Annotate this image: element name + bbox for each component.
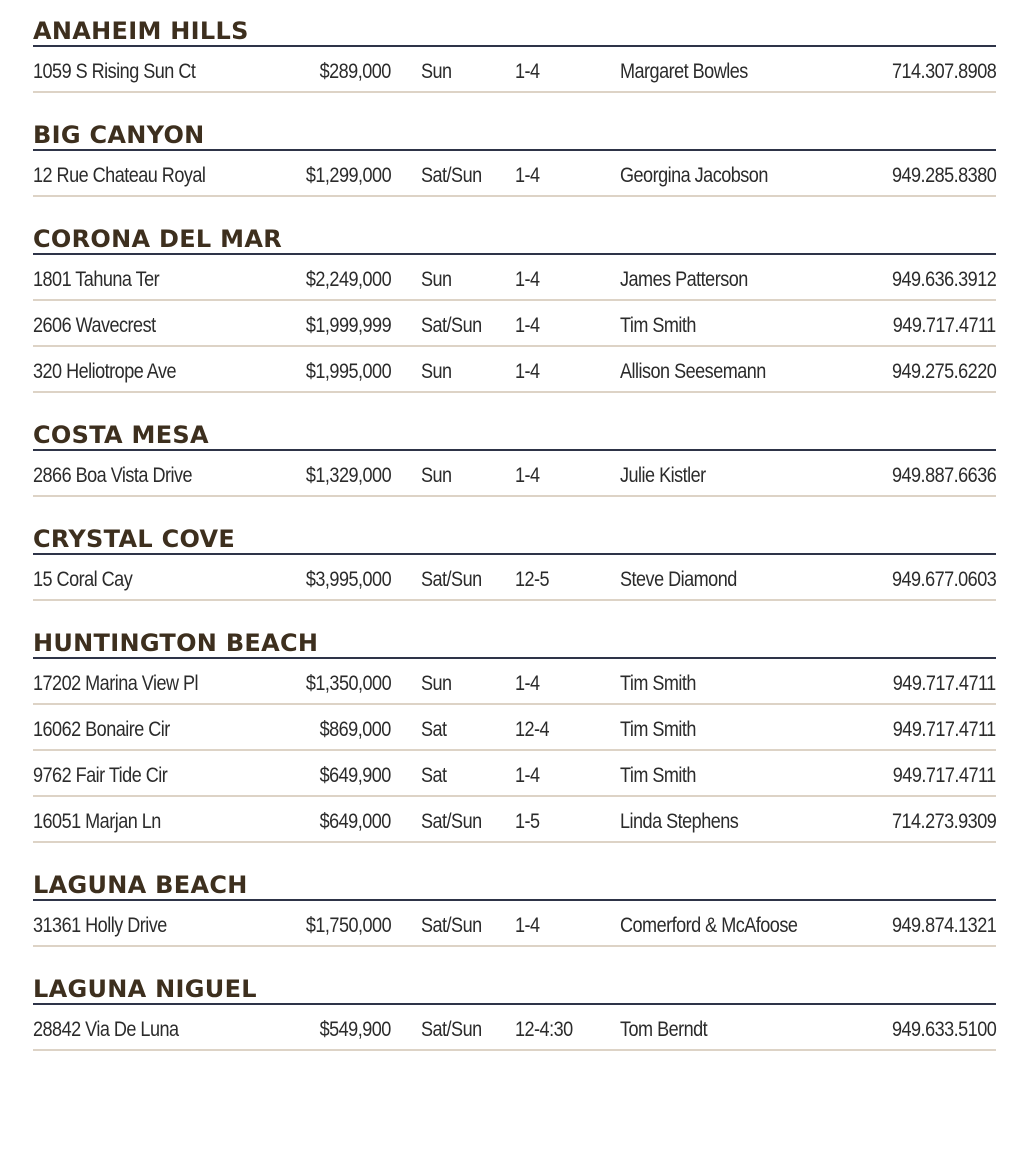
city-heading: ANAHEIM HILLS: [33, 14, 996, 47]
listing-price: $649,000: [319, 810, 391, 833]
city-section: [33, 972, 996, 1051]
listing-address: 9762 Fair Tide Cir: [33, 764, 168, 787]
listing-agent: Tom Berndt: [620, 1018, 708, 1041]
open-house-listings: [33, 14, 996, 1076]
city-section: [33, 118, 996, 197]
listing-time: 1-4: [515, 672, 540, 695]
city-section: [33, 522, 996, 601]
listing-rows: [33, 659, 996, 843]
listing-address: 28842 Via De Luna: [33, 1018, 179, 1041]
listing-address: 16062 Bonaire Cir: [33, 718, 170, 741]
listing-row: [33, 797, 996, 843]
listing-agent: Comerford & McAfoose: [620, 914, 798, 937]
listing-agent: Tim Smith: [620, 764, 696, 787]
city-section: [33, 222, 996, 393]
listing-address: 17202 Marina View Pl: [33, 672, 199, 695]
city-heading: LAGUNA NIGUEL: [33, 972, 996, 1005]
listing-time: 1-4: [515, 764, 540, 787]
listing-agent: Linda Stephens: [620, 810, 739, 833]
listing-agent: Julie Kistler: [620, 464, 706, 487]
listing-phone: 949.717.4711: [893, 672, 996, 695]
city-heading: CRYSTAL COVE: [33, 522, 996, 555]
listing-rows: [33, 555, 996, 601]
listing-rows: [33, 1005, 996, 1051]
city-heading: CORONA DEL MAR: [33, 222, 996, 255]
city-heading: COSTA MESA: [33, 418, 996, 451]
listing-price: $1,299,000: [305, 164, 391, 187]
listing-row: [33, 659, 996, 705]
listing-row: [33, 555, 996, 601]
listing-price: $549,900: [319, 1018, 391, 1041]
listing-time: 1-5: [515, 810, 540, 833]
listing-phone: 949.285.8380: [891, 164, 996, 187]
listing-agent: Georgina Jacobson: [620, 164, 768, 187]
listing-phone: 714.307.8908: [891, 60, 996, 83]
listing-address: 1059 S Rising Sun Ct: [33, 60, 196, 83]
listing-rows: [33, 255, 996, 393]
listing-time: 1-4: [515, 360, 540, 383]
listing-row: [33, 47, 996, 93]
listing-agent: Tim Smith: [620, 314, 696, 337]
listing-days: Sun: [421, 60, 452, 83]
listing-agent: Tim Smith: [620, 718, 696, 741]
listing-agent: Steve Diamond: [620, 568, 737, 591]
listing-days: Sat/Sun: [421, 914, 482, 937]
city-heading: LAGUNA BEACH: [33, 868, 996, 901]
listing-agent: Margaret Bowles: [620, 60, 748, 83]
city-section: [33, 14, 996, 93]
listing-phone: 949.874.1321: [891, 914, 996, 937]
listing-address: 15 Coral Cay: [33, 568, 133, 591]
listing-price: $1,999,999: [305, 314, 391, 337]
listing-days: Sat/Sun: [421, 568, 482, 591]
listing-time: 1-4: [515, 314, 540, 337]
city-section: [33, 418, 996, 497]
listing-price: $2,249,000: [305, 268, 391, 291]
listing-row: [33, 901, 996, 947]
listing-row: [33, 751, 996, 797]
city-section: [33, 868, 996, 947]
listing-address: 12 Rue Chateau Royal: [33, 164, 206, 187]
listing-time: 12-4:30: [515, 1018, 573, 1041]
listing-days: Sat: [421, 764, 447, 787]
listing-price: $289,000: [319, 60, 391, 83]
listing-phone: 949.275.6220: [891, 360, 996, 383]
listing-price: $1,995,000: [305, 360, 391, 383]
listing-phone: 949.887.6636: [891, 464, 996, 487]
listing-price: $3,995,000: [305, 568, 391, 591]
listing-agent: Tim Smith: [620, 672, 696, 695]
listing-days: Sun: [421, 360, 452, 383]
listing-time: 1-4: [515, 60, 540, 83]
listing-time: 1-4: [515, 268, 540, 291]
listing-row: [33, 255, 996, 301]
listing-address: 2606 Wavecrest: [33, 314, 156, 337]
listing-rows: [33, 47, 996, 93]
listing-time: 12-5: [515, 568, 550, 591]
listing-address: 1801 Tahuna Ter: [33, 268, 160, 291]
listing-days: Sun: [421, 672, 452, 695]
listing-row: [33, 347, 996, 393]
city-section: [33, 626, 996, 843]
listing-price: $1,350,000: [305, 672, 391, 695]
listing-row: [33, 301, 996, 347]
listing-address: 31361 Holly Drive: [33, 914, 167, 937]
listing-rows: [33, 901, 996, 947]
listing-time: 1-4: [515, 464, 540, 487]
listing-days: Sat/Sun: [421, 164, 482, 187]
listing-phone: 949.633.5100: [891, 1018, 996, 1041]
listing-price: $1,329,000: [305, 464, 391, 487]
listing-address: 320 Heliotrope Ave: [33, 360, 177, 383]
listing-phone: 949.717.4711: [893, 718, 996, 741]
listing-row: [33, 451, 996, 497]
listing-time: 1-4: [515, 164, 540, 187]
listing-row: [33, 151, 996, 197]
listing-rows: [33, 151, 996, 197]
listing-price: $869,000: [319, 718, 391, 741]
listing-days: Sat: [421, 718, 447, 741]
listing-row: [33, 1005, 996, 1051]
listing-agent: James Patterson: [620, 268, 748, 291]
listing-phone: 949.677.0603: [891, 568, 996, 591]
listing-days: Sun: [421, 268, 452, 291]
listing-days: Sat/Sun: [421, 314, 482, 337]
listing-phone: 949.636.3912: [891, 268, 996, 291]
listing-address: 16051 Marjan Ln: [33, 810, 161, 833]
listing-rows: [33, 451, 996, 497]
listing-time: 1-4: [515, 914, 540, 937]
listing-price: $1,750,000: [305, 914, 391, 937]
listing-phone: 949.717.4711: [893, 314, 996, 337]
listing-days: Sat/Sun: [421, 1018, 482, 1041]
city-heading: BIG CANYON: [33, 118, 996, 151]
listing-agent: Allison Seesemann: [620, 360, 766, 383]
listing-days: Sat/Sun: [421, 810, 482, 833]
listing-address: 2866 Boa Vista Drive: [33, 464, 193, 487]
listing-phone: 949.717.4711: [893, 764, 996, 787]
listing-days: Sun: [421, 464, 452, 487]
listing-row: [33, 705, 996, 751]
listing-time: 12-4: [515, 718, 550, 741]
listing-phone: 714.273.9309: [891, 810, 996, 833]
city-heading: HUNTINGTON BEACH: [33, 626, 996, 659]
listing-price: $649,900: [319, 764, 391, 787]
